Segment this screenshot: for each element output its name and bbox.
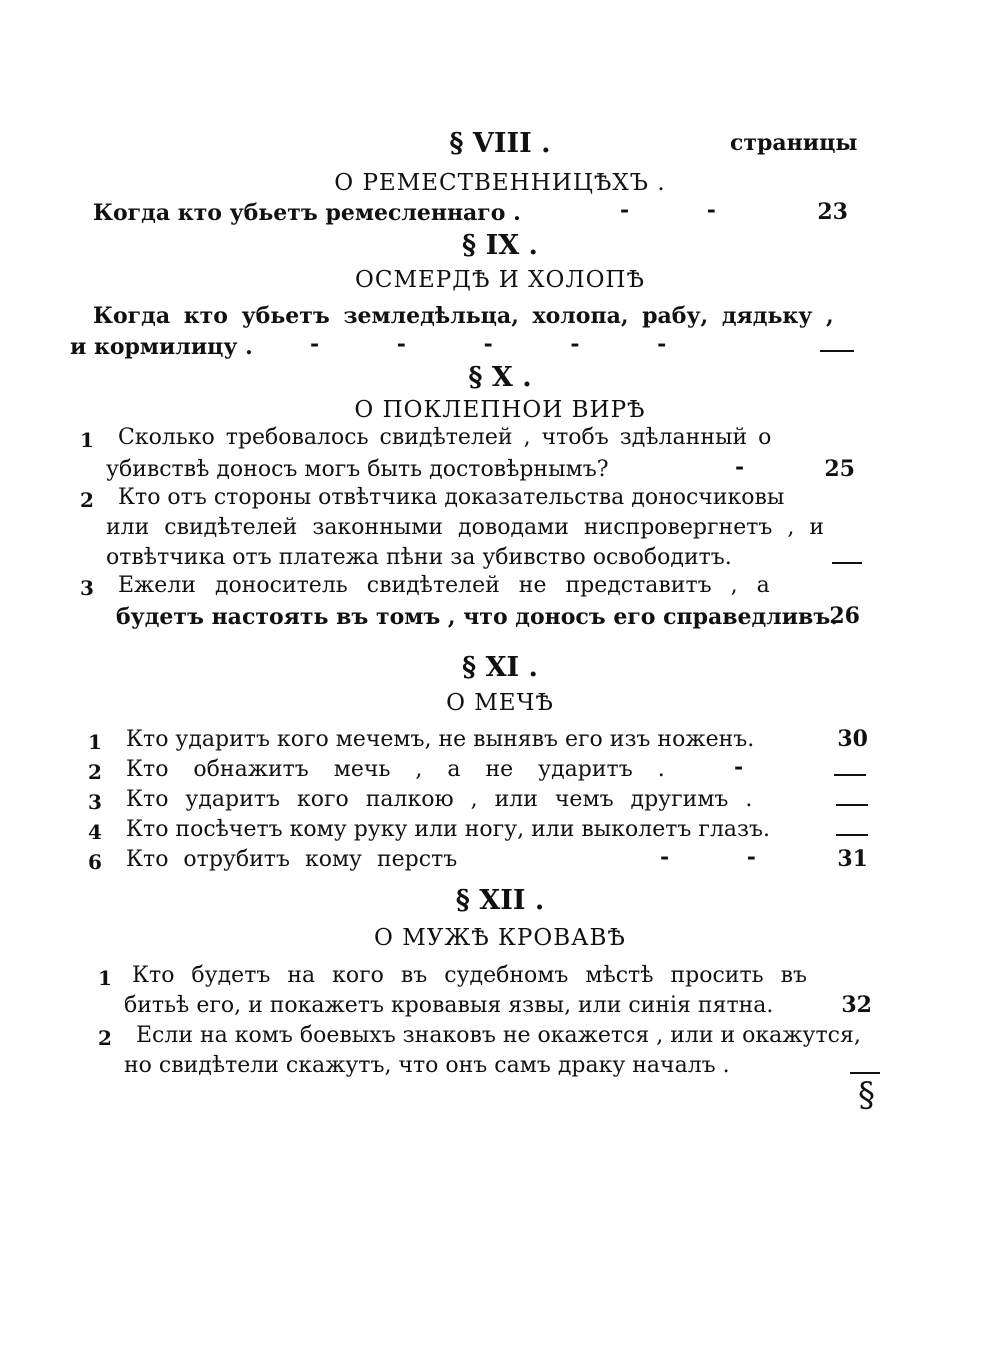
entry-line: но свидѣтели скажутъ, что онъ самъ драку началъ . [124, 1053, 730, 1078]
entry-line: Кто обнажитъ мечь , а не ударитъ . [126, 757, 665, 782]
section-10-subtitle: О ПОКЛЕПНОИ ВИРѢ [354, 397, 646, 423]
pages-column-header: страницы [730, 130, 858, 156]
section-8-title: § VIII . [449, 128, 551, 159]
catchword: § [858, 1075, 875, 1115]
entry-line: Кто отъ стороны отвѣтчика доказательства доносчиковы [118, 485, 785, 510]
entry-page-dash [820, 350, 854, 352]
section-12-title: § XII . [455, 885, 545, 916]
entry-line: или свидѣтелей законными доводами ниспровергнетъ , и [106, 515, 825, 540]
section-8-subtitle: О РЕМЕСТВЕННИЦѢХЪ . [334, 170, 666, 196]
entry-line: Кто ударитъ кого мечемъ, не вынявъ его изъ ноженъ. [126, 727, 755, 752]
entry-line: отвѣтчика отъ платежа пѣни за убивство освободитъ. [106, 545, 732, 570]
entry-number: 3 [80, 576, 94, 600]
entry-number: 4 [88, 820, 102, 844]
entry-number: 2 [88, 760, 102, 784]
section-12-subtitle: О МУЖѢ КРОВАВѢ [374, 925, 626, 951]
leader-dots: - [735, 454, 745, 480]
section-11-subtitle: О МЕЧѢ [446, 690, 554, 716]
entry-page: 32 [841, 992, 872, 1018]
entry-line: убивствѣ доносъ могъ быть достовѣрнымъ? [106, 457, 609, 482]
leader-dots: - - - - - [310, 331, 667, 357]
entry-page: 26 [829, 603, 860, 629]
entry-number: 3 [88, 790, 102, 814]
entry-number: 1 [80, 428, 94, 452]
section-9-title: § IX . [462, 230, 538, 261]
entry-line: Когда кто убьетъ земледѣльца, холопа, рабу, дядьку , [93, 303, 834, 329]
section-9-subtitle: ОСМЕРДѢ И ХОЛОПѢ [354, 267, 646, 293]
entry-page-dash [836, 834, 868, 836]
entry-line: Кто будетъ на кого въ судебномъ мѣстѣ просить въ [132, 963, 807, 988]
entry-page: 31 [837, 846, 868, 872]
entry-page-dash [836, 804, 868, 806]
entry-number: 1 [88, 730, 102, 754]
entry-page: 30 [837, 726, 868, 752]
entry-page: 23 [817, 199, 848, 225]
entry-number: 6 [88, 850, 102, 874]
entry-line: Если на комъ боевыхъ знаковъ не окажется , или и окажутся, [136, 1023, 861, 1048]
section-10-title: § X . [468, 362, 532, 393]
entry-line: и кормилицу . [70, 334, 253, 360]
entry-number: 2 [80, 488, 94, 512]
entry-line: Сколько требовалось свидѣтелей , чтобъ здѣланный о [118, 425, 772, 450]
entry-page-dash [834, 774, 866, 776]
leader-dots: - - [620, 197, 716, 223]
entry-line: Ежели доноситель свидѣтелей не представитъ , а [118, 573, 770, 598]
section-11-title: § XI . [462, 652, 538, 683]
entry-page: 25 [824, 456, 855, 482]
entry-line: битьѣ его, и покажетъ кровавыя язвы, или синія пятна. [124, 993, 774, 1018]
entry-line: Кто отрубитъ кому перстъ [126, 847, 458, 872]
entry-line: Кто ударитъ кого палкою , или чемъ другимъ . [126, 787, 753, 812]
entry-page-dash [850, 1072, 880, 1074]
leader-dots: - [734, 754, 744, 780]
entry-number: 1 [98, 966, 112, 990]
entry-line: Кто посѣчетъ кому руку или ногу, или выколетъ глазъ. [126, 817, 771, 842]
entry-page-dash [832, 562, 862, 564]
entry-number: 2 [98, 1026, 112, 1050]
entry-line: будетъ настоять въ томъ , что доносъ его справедливъ. [116, 604, 838, 630]
leader-dots: - - [660, 844, 756, 870]
entry-line: Когда кто убьетъ ремесленнаго . [93, 200, 521, 226]
